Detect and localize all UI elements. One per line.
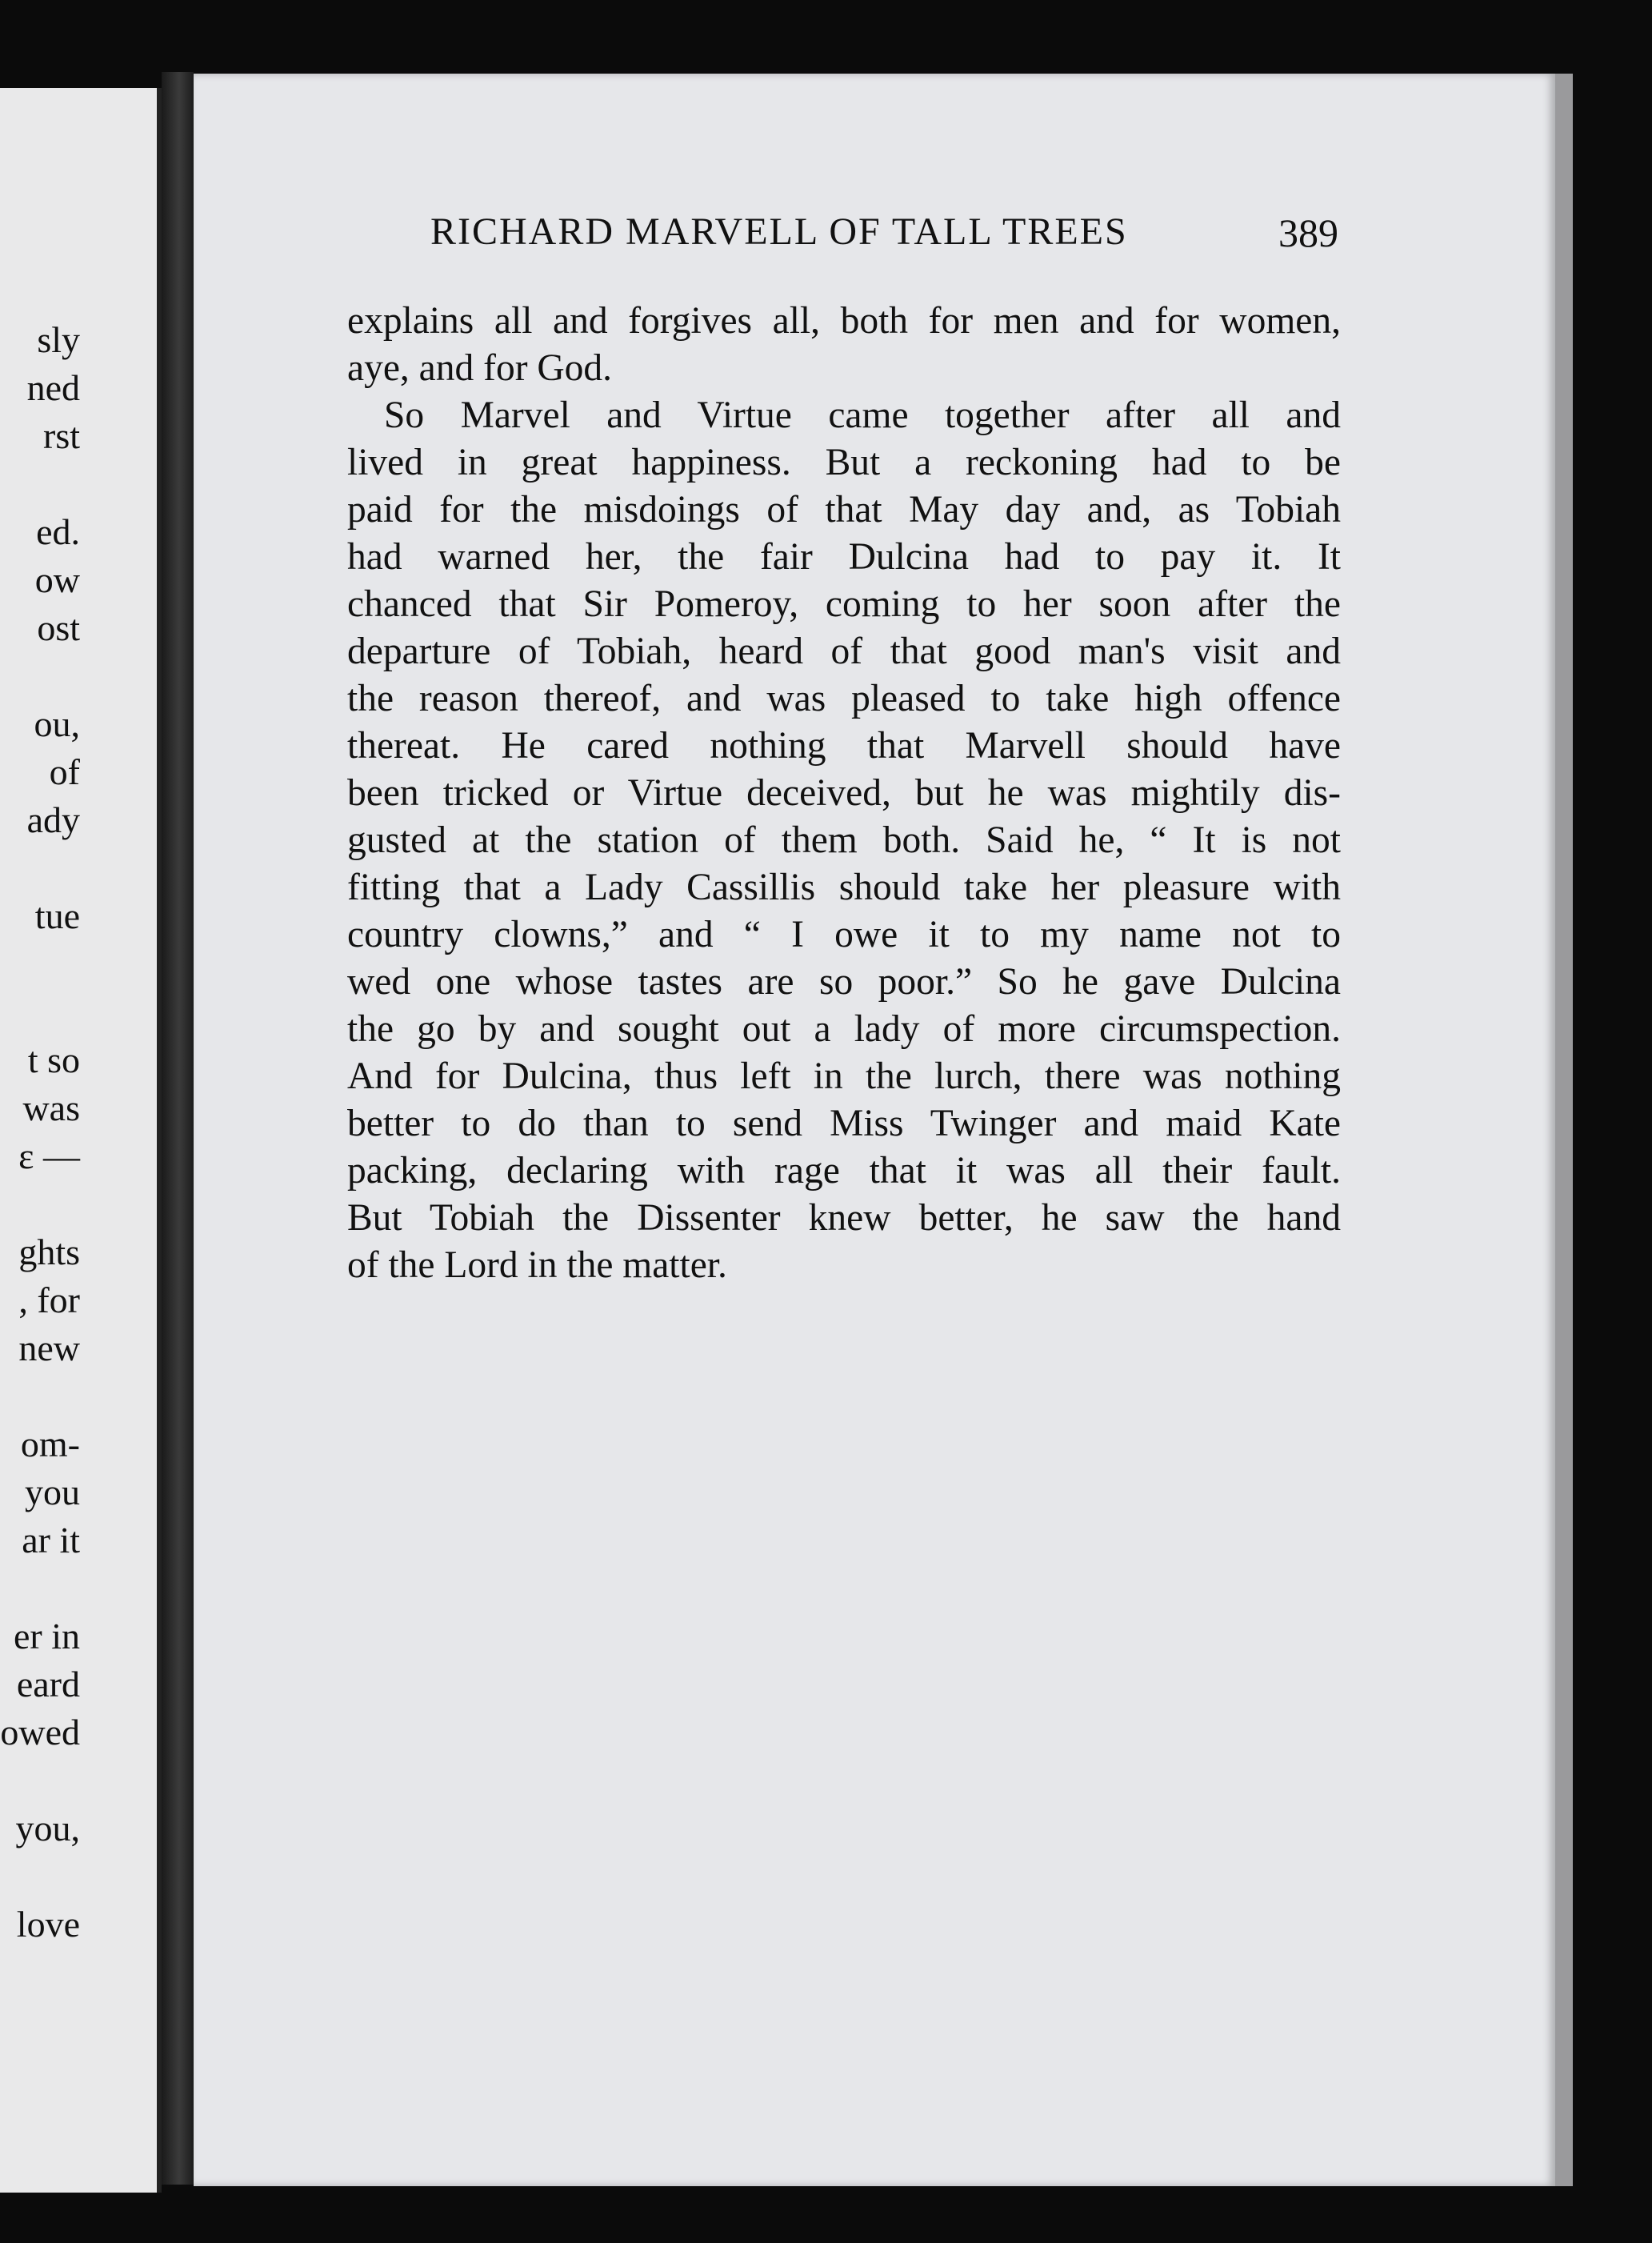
facing-page-fragment: ed. (36, 511, 80, 552)
facing-page-fragment: of (49, 751, 80, 792)
facing-page-fragment: ned (26, 367, 80, 408)
text-line: departure of Tobiah, heard of that good man's visit and (347, 631, 1341, 672)
facing-page-fragment: you, (15, 1808, 80, 1848)
facing-page-fragment: ε — (18, 1136, 80, 1176)
text-line: wed one whose tastes are so poor.” So he gave Dulcina (347, 961, 1341, 1003)
facing-page-fragment: you (25, 1472, 80, 1512)
text-line: aye, and for God. (347, 347, 613, 389)
text-line: country clowns,” and “ I owe it to my name not to (347, 914, 1341, 955)
text-line: of the Lord in the matter. (347, 1244, 727, 1286)
facing-page-fragment: ow (34, 559, 80, 600)
book-gutter (162, 72, 194, 2185)
facing-page-fragment: om- (20, 1424, 80, 1464)
facing-page-fragment: love (16, 1904, 80, 1945)
text-line: the reason thereof, and was pleased to take high offence (347, 678, 1341, 719)
running-title: RICHARD MARVELL OF TALL TREES (430, 210, 1128, 253)
facing-page (0, 88, 162, 2193)
page-edge (1555, 74, 1573, 2186)
facing-page-fragment: t so (27, 1039, 80, 1080)
text-line: better to do than to send Miss Twinger and maid Kate (347, 1103, 1341, 1144)
text-line: lived in great happiness. But a reckoning had to be (347, 442, 1341, 483)
text-line: thereat. He cared nothing that Marvell should have (347, 725, 1341, 767)
facing-page-fragment: sly (37, 319, 80, 360)
text-line: And for Dulcina, thus left in the lurch, there was nothing (347, 1055, 1341, 1097)
text-line: chanced that Sir Pomeroy, coming to her soon after the (347, 583, 1341, 625)
text-line: explains all and forgives all, both for men and for women, (347, 300, 1341, 342)
text-line: paid for the misdoings of that May day and, as Tobiah (347, 489, 1341, 531)
facing-page-fragment: eard (16, 1664, 80, 1704)
facing-page-fragment: ady (26, 799, 80, 840)
text-line: But Tobiah the Dissenter knew better, he saw the hand (347, 1197, 1341, 1239)
text-line: So Marvel and Virtue came together after all and (384, 395, 1341, 436)
text-line: packing, declaring with rage that it was all their fault. (347, 1150, 1341, 1192)
facing-page-fragment: ou, (34, 703, 80, 744)
text-line: the go by and sought out a lady of more circumspection. (347, 1008, 1341, 1050)
facing-page-fragment: owed (0, 1712, 80, 1752)
text-line: been tricked or Virtue deceived, but he was mightily dis- (347, 772, 1341, 814)
text-line: gusted at the station of them both. Said he, “ It is not (347, 819, 1341, 861)
facing-page-fragment: er in (13, 1616, 80, 1656)
facing-page-fragment: tue (34, 895, 80, 936)
facing-page-fragment: was (22, 1087, 80, 1128)
running-head (194, 210, 1555, 258)
facing-page-fragment: rst (43, 415, 80, 456)
body-text (347, 298, 1341, 1289)
facing-page-fragment: ar it (22, 1520, 80, 1560)
facing-page-fragment: new (18, 1328, 80, 1368)
facing-page-fragment: , for (18, 1280, 80, 1320)
page-number: 389 (1278, 210, 1338, 255)
text-line: had warned her, the fair Dulcina had to pay it. It (347, 536, 1341, 578)
text-line: fitting that a Lady Cassillis should take her pleasure with (347, 867, 1341, 908)
book-page (194, 74, 1555, 2186)
facing-page-fragment: ghts (18, 1232, 80, 1272)
facing-page-fragment: ost (37, 607, 80, 648)
